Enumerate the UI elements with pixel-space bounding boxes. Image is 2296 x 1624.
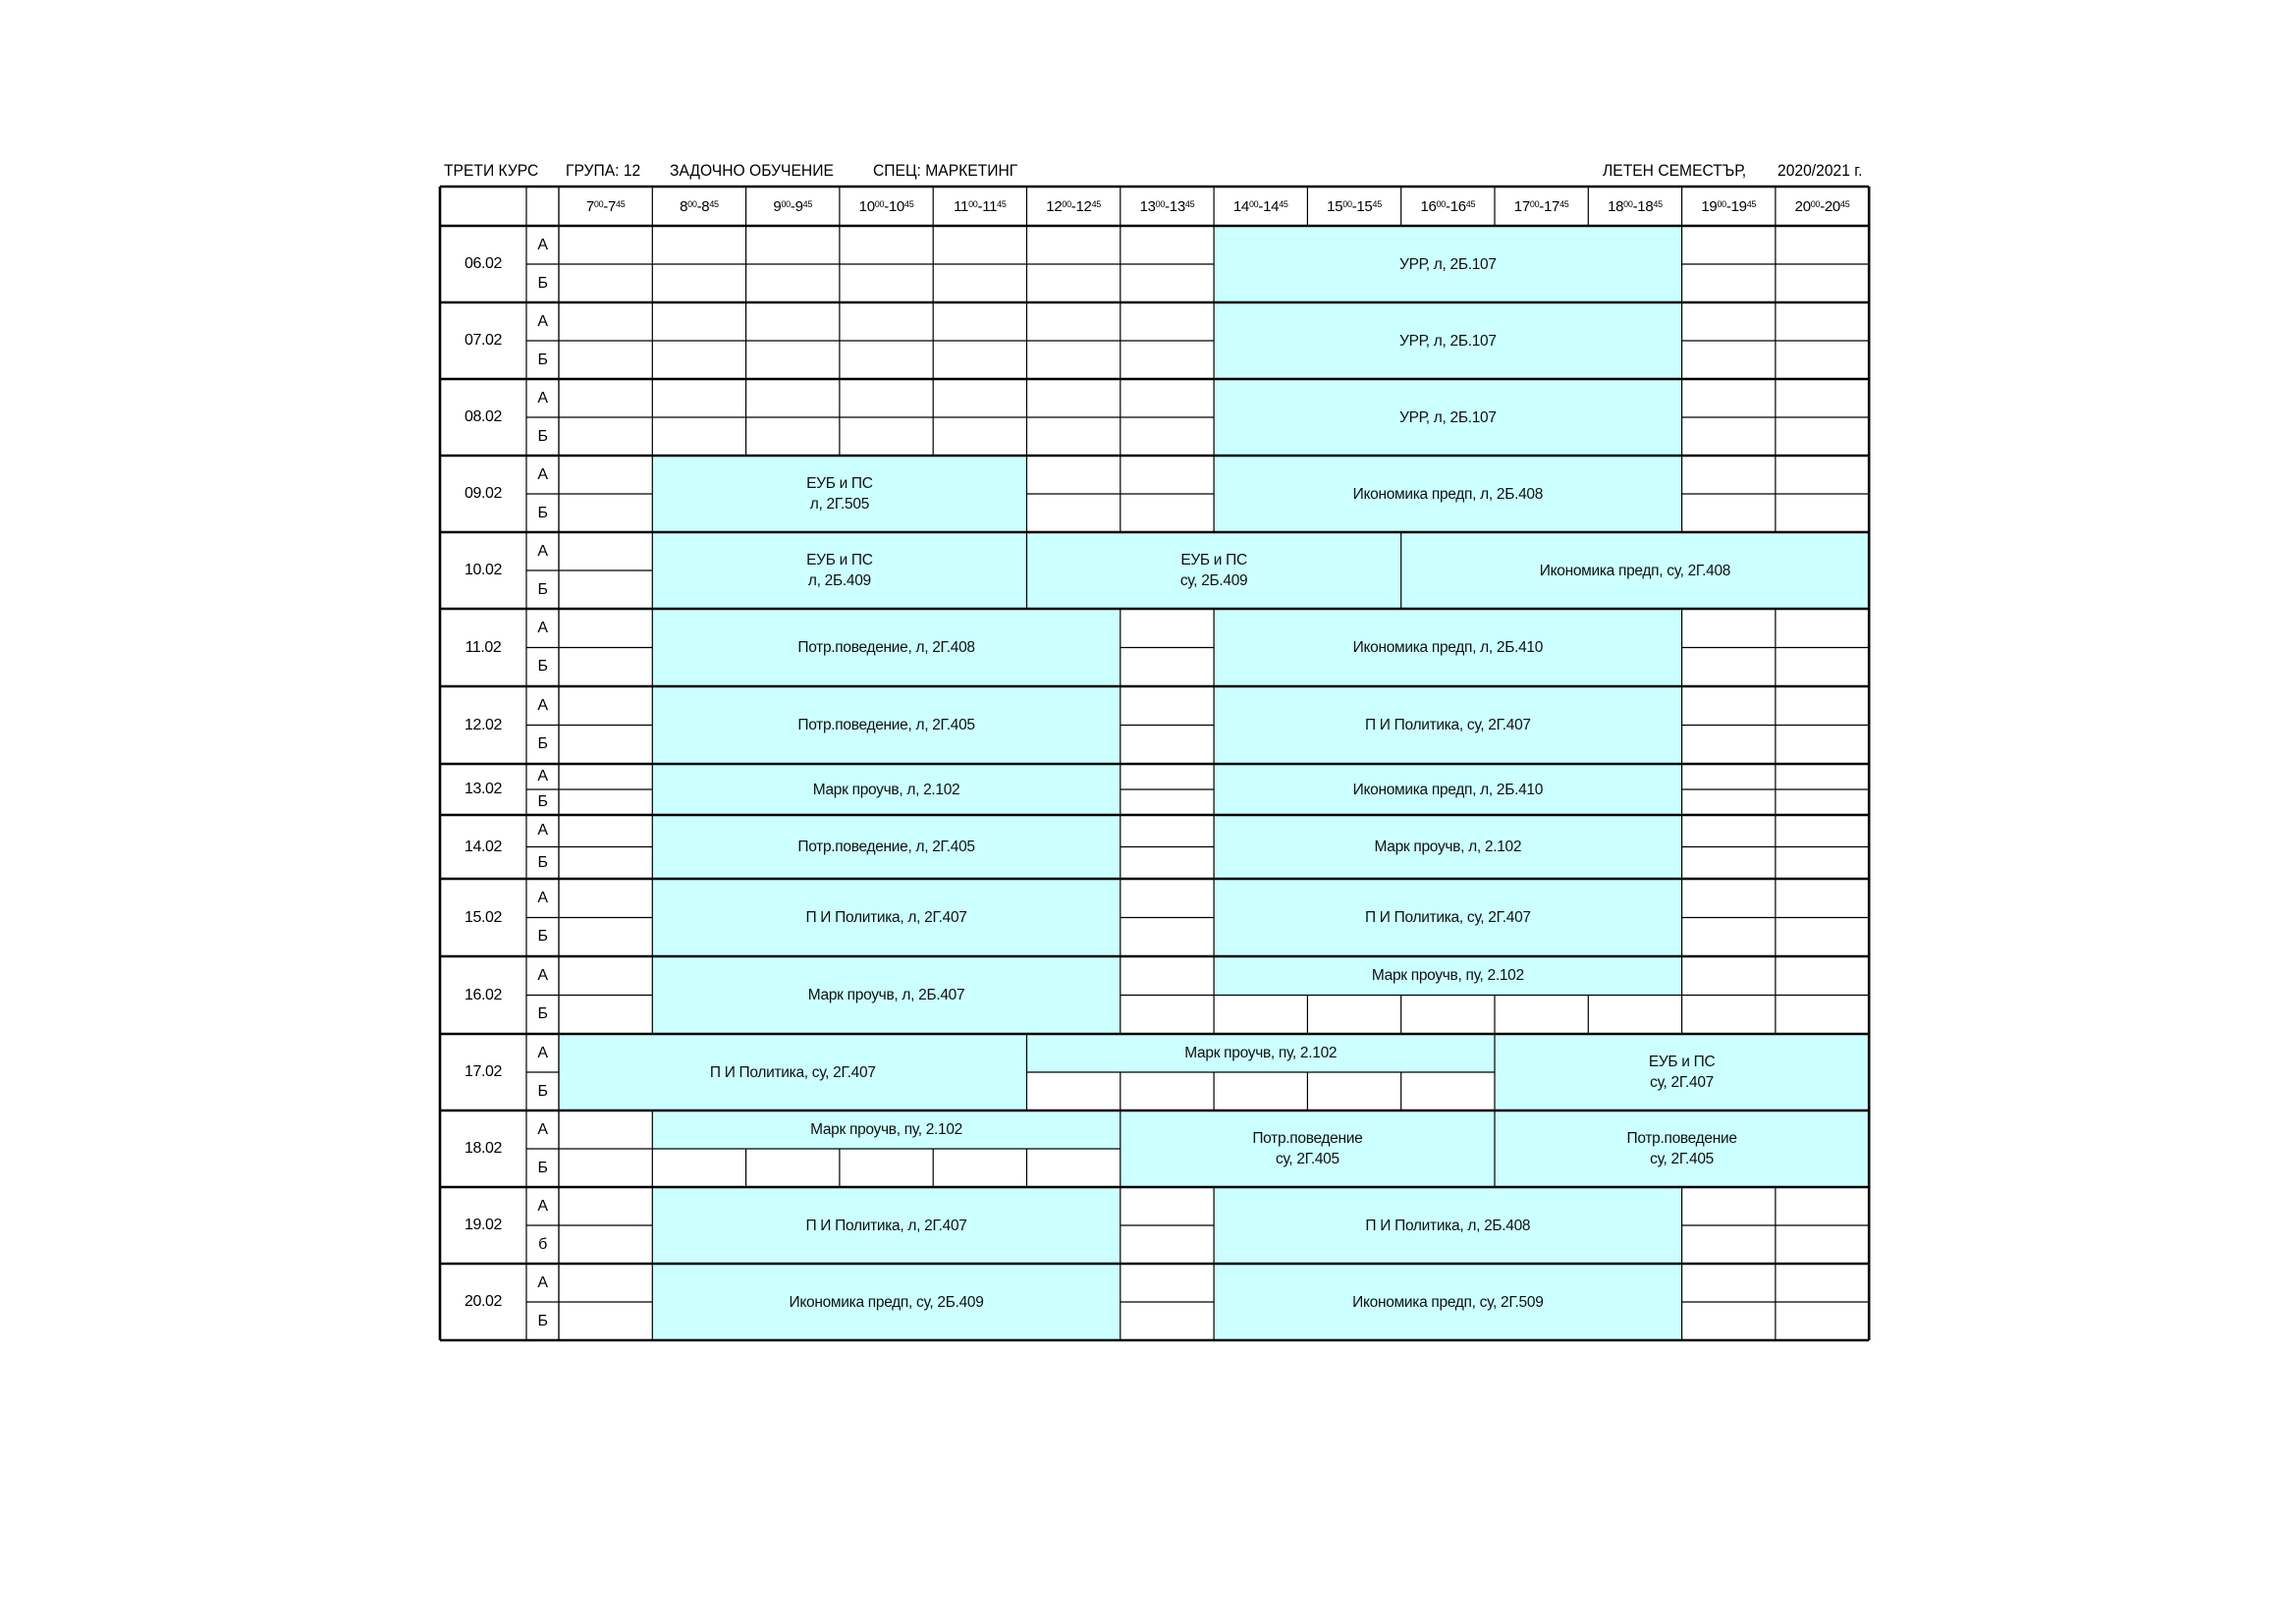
time-minutes: 00 <box>781 199 791 209</box>
class-block <box>652 764 1121 815</box>
time-hour: 11 <box>982 197 998 215</box>
time-hour: 7 <box>585 197 594 215</box>
class-block <box>1121 1110 1495 1187</box>
day-column-header <box>440 187 526 226</box>
time-hour: 15 <box>1327 197 1343 215</box>
subgroup-label: Б <box>537 351 548 368</box>
day-date: 08.02 <box>464 408 503 425</box>
class-text-line: П И Политика, су, 2Г.407 <box>1364 909 1531 926</box>
subgroup-label: Б <box>537 928 548 946</box>
class-block <box>652 609 1121 686</box>
class-block <box>652 456 1026 532</box>
class-block <box>1214 226 1682 302</box>
class-text-line: су, 2Г.405 <box>1275 1151 1339 1167</box>
subgroup-label: А <box>537 619 548 636</box>
time-minutes: 00 <box>1623 199 1633 209</box>
class-text-line: П И Политика, л, 2Г.407 <box>805 1217 967 1234</box>
class-text-line: ЕУБ и ПС <box>806 552 873 568</box>
class-block <box>1027 1034 1496 1072</box>
time-slot-header: 15 $^{00}$ - 15 $^{45}$ <box>1327 197 1382 215</box>
class-block <box>652 686 1121 764</box>
header-spec: СПЕЦ: МАРКЕТИНГ <box>873 161 1018 180</box>
day-date: 15.02 <box>464 908 503 926</box>
class-text-line: Икономика предп, су, 2Г.408 <box>1539 562 1731 579</box>
class-text-line: УРР, л, 2Б.107 <box>1399 408 1497 426</box>
class-text-line: су, 2Б.409 <box>1179 572 1248 589</box>
class-block <box>652 815 1121 879</box>
header-year: 2020/2021 г. <box>1777 161 1863 180</box>
class-block <box>1401 532 1870 609</box>
class-block <box>1214 815 1682 879</box>
class-text-line: Марк проучв, л, 2.102 <box>1374 839 1522 855</box>
time-hour: 18 <box>1608 197 1624 215</box>
day-date: 09.02 <box>464 485 503 502</box>
time-minutes: 45 <box>1746 199 1757 209</box>
class-block <box>1214 456 1682 532</box>
class-text-line: П И Политика, су, 2Г.407 <box>1364 717 1531 733</box>
time-hour: 13 <box>1169 197 1185 215</box>
time-minutes: 00 <box>593 199 604 209</box>
class-text-line: УРР, л, 2Б.107 <box>1399 255 1497 273</box>
time-hour: 9 <box>773 197 782 215</box>
class-block <box>652 532 1026 609</box>
time-minutes: 00 <box>1436 199 1446 209</box>
class-text-line: П И Политика, л, 2Б.408 <box>1365 1217 1531 1234</box>
time-hour: 9 <box>794 197 803 215</box>
subgroup-label: Б <box>537 1082 548 1100</box>
class-text-line: Марк проучв, л, 2.102 <box>812 781 960 798</box>
time-minutes: 00 <box>968 199 978 209</box>
class-block <box>559 1034 1027 1110</box>
day-date: 11.02 <box>465 638 502 656</box>
time-slot-header: 19 $^{00}$ - 19 $^{45}$ <box>1701 197 1757 215</box>
time-slot-header: 20 $^{00}$ - 20 $^{45}$ <box>1794 197 1850 215</box>
subgroup-label: Б <box>537 1159 548 1176</box>
day-date: 06.02 <box>464 255 503 272</box>
time-hour: 15 <box>1356 197 1373 215</box>
subgroup-label: Б <box>537 1005 548 1023</box>
class-block <box>1214 764 1682 815</box>
class-block <box>1214 686 1682 764</box>
time-minutes: 45 <box>997 199 1007 209</box>
class-text-line: Икономика предп, су, 2Б.409 <box>789 1293 984 1311</box>
time-hour: 19 <box>1701 197 1718 215</box>
day-date: 17.02 <box>464 1063 503 1080</box>
time-minutes: 00 <box>1155 199 1166 209</box>
class-block <box>1027 532 1401 609</box>
class-text-line: Потр.поведение <box>1252 1130 1363 1147</box>
subgroup-label: А <box>537 1120 548 1138</box>
schedule-table <box>440 187 1869 1343</box>
class-text-line: Потр.поведение, л, 2Г.405 <box>797 717 975 733</box>
time-hour: 12 <box>1046 197 1063 215</box>
time-slot-header: 12 $^{00}$ - 12 $^{45}$ <box>1046 197 1102 215</box>
class-block <box>1214 1187 1682 1264</box>
time-minutes: 45 <box>1653 199 1663 209</box>
day-date: 13.02 <box>464 781 503 797</box>
subgroup-label: Б <box>537 1312 548 1329</box>
subgroup-label: Б <box>537 580 548 598</box>
class-text-line: су, 2Г.407 <box>1650 1074 1715 1091</box>
subgroup-column-header <box>526 187 559 226</box>
time-minutes: 45 <box>802 199 813 209</box>
class-text-line: Марк проучв, пу, 2.102 <box>810 1121 963 1138</box>
time-hour: 19 <box>1730 197 1747 215</box>
time-minutes: 45 <box>1184 199 1195 209</box>
class-block <box>1495 1034 1869 1110</box>
day-date: 20.02 <box>464 1293 503 1310</box>
time-slot-header: 8 $^{00}$ - 8 $^{45}$ <box>680 197 719 215</box>
class-text-line: ЕУБ и ПС <box>806 475 873 492</box>
time-minutes: 45 <box>616 199 626 209</box>
time-minutes: 45 <box>1465 199 1476 209</box>
time-slot-header: 14 $^{00}$ - 14 $^{45}$ <box>1232 197 1288 215</box>
subgroup-label: А <box>537 966 548 984</box>
header-group: ГРУПА: 12 <box>566 161 641 180</box>
subgroup-label: Б <box>537 658 548 676</box>
day-date: 19.02 <box>464 1217 503 1233</box>
day-date: 07.02 <box>464 332 503 349</box>
class-block <box>652 879 1121 956</box>
time-hour: 18 <box>1637 197 1654 215</box>
time-minutes: 00 <box>874 199 885 209</box>
subgroup-label: Б <box>537 504 548 521</box>
time-minutes: 45 <box>1091 199 1102 209</box>
time-minutes: 00 <box>1529 199 1540 209</box>
class-text-line: П И Политика, су, 2Г.407 <box>709 1063 876 1081</box>
class-text-line: Потр.поведение <box>1626 1130 1737 1147</box>
subgroup-label: А <box>537 1197 548 1215</box>
class-block <box>1214 609 1682 686</box>
time-hour: 16 <box>1449 197 1466 215</box>
subgroup-label: А <box>537 389 548 406</box>
class-block <box>1495 1110 1869 1187</box>
class-block <box>1214 302 1682 379</box>
class-text-line: Марк проучв, л, 2Б.407 <box>807 987 965 1003</box>
subgroup-label: б <box>538 1235 547 1253</box>
time-hour: 8 <box>701 197 710 215</box>
subgroup-label: А <box>537 1044 548 1061</box>
class-block <box>1214 1264 1682 1340</box>
class-text-line: л, 2Г.505 <box>809 496 870 513</box>
class-block <box>1214 379 1682 456</box>
time-minutes: 00 <box>1062 199 1071 209</box>
time-hour: 7 <box>608 197 617 215</box>
class-text-line: ЕУБ и ПС <box>1648 1054 1716 1070</box>
time-hour: 8 <box>680 197 688 215</box>
class-text-line: Икономика предп, л, 2Б.410 <box>1352 781 1544 798</box>
class-text-line: П И Политика, л, 2Г.407 <box>805 909 967 926</box>
subgroup-label: А <box>537 696 548 714</box>
subgroup-label: А <box>537 312 548 330</box>
class-text-line: Марк проучв, пу, 2.102 <box>1371 967 1524 985</box>
class-block <box>1214 956 1682 996</box>
time-minutes: 45 <box>1372 199 1382 209</box>
time-hour: 13 <box>1139 197 1156 215</box>
subgroup-label: А <box>537 465 548 483</box>
subgroup-label: А <box>537 1273 548 1291</box>
time-hour: 10 <box>858 197 875 215</box>
subgroup-label: Б <box>537 427 548 445</box>
class-text-line: Икономика предп, л, 2Б.410 <box>1352 639 1544 656</box>
time-slot-header: 11 $^{00}$ - 11 $^{45}$ <box>954 197 1007 215</box>
class-text-line: Икономика предп, л, 2Б.408 <box>1352 485 1544 503</box>
time-slot-header: 13 $^{00}$ - 13 $^{45}$ <box>1139 197 1195 215</box>
class-text-line: УРР, л, 2Б.107 <box>1399 332 1497 350</box>
class-text-line: Икономика предп, су, 2Г.509 <box>1352 1293 1544 1311</box>
subgroup-label: Б <box>537 274 548 292</box>
time-hour: 11 <box>954 197 969 215</box>
class-block <box>652 1187 1121 1264</box>
subgroup-label: Б <box>537 793 548 810</box>
time-minutes: 45 <box>903 199 914 209</box>
class-block <box>652 1264 1121 1340</box>
class-text-line: л, 2Б.409 <box>807 572 871 589</box>
subgroup-label: А <box>537 768 548 785</box>
time-minutes: 00 <box>1810 199 1821 209</box>
time-minutes: 00 <box>1248 199 1259 209</box>
day-date: 14.02 <box>464 838 503 855</box>
header-semester: ЛЕТЕН СЕМЕСТЪР, <box>1603 161 1747 180</box>
subgroup-label: А <box>537 542 548 560</box>
header-mode: ЗАДОЧНО ОБУЧЕНИЕ <box>670 161 834 180</box>
time-slot-header: 10 $^{00}$ - 10 $^{45}$ <box>858 197 914 215</box>
time-hour: 20 <box>1794 197 1811 215</box>
subgroup-label: Б <box>537 735 548 753</box>
time-hour: 16 <box>1420 197 1437 215</box>
time-hour: 17 <box>1513 197 1530 215</box>
time-hour: 14 <box>1263 197 1280 215</box>
class-block <box>652 1110 1121 1149</box>
subgroup-label: Б <box>537 853 548 871</box>
subgroup-label: А <box>537 822 548 839</box>
time-hour: 20 <box>1824 197 1840 215</box>
time-hour: 10 <box>888 197 904 215</box>
time-minutes: 45 <box>1839 199 1850 209</box>
class-block <box>652 956 1121 1034</box>
subgroup-label: А <box>537 236 548 253</box>
time-slot-header: 9 $^{00}$ - 9 $^{45}$ <box>773 197 813 215</box>
time-minutes: 00 <box>1717 199 1726 209</box>
class-block <box>1214 879 1682 956</box>
class-text-line: Потр.поведение, л, 2Г.405 <box>797 839 975 855</box>
class-text-line: ЕУБ и ПС <box>1180 552 1247 568</box>
day-date: 18.02 <box>464 1140 503 1157</box>
time-minutes: 45 <box>1559 199 1569 209</box>
class-text-line: Потр.поведение, л, 2Г.408 <box>797 639 975 656</box>
header-course: ТРЕТИ КУРС <box>444 161 539 180</box>
day-date: 16.02 <box>464 986 503 1003</box>
class-text-line: Марк проучв, пу, 2.102 <box>1184 1045 1338 1061</box>
time-slot-header: 17 $^{00}$ - 17 $^{45}$ <box>1513 197 1569 215</box>
time-minutes: 00 <box>687 199 697 209</box>
time-hour: 12 <box>1075 197 1092 215</box>
time-hour: 17 <box>1544 197 1560 215</box>
day-date: 12.02 <box>464 716 503 733</box>
time-minutes: 45 <box>709 199 719 209</box>
time-minutes: 45 <box>1279 199 1288 209</box>
class-text-line: су, 2Г.405 <box>1650 1151 1715 1167</box>
time-minutes: 00 <box>1342 199 1352 209</box>
time-slot-header: 16 $^{00}$ - 16 $^{45}$ <box>1420 197 1476 215</box>
time-slot-header: 7 $^{00}$ - 7 $^{45}$ <box>585 197 626 215</box>
day-date: 10.02 <box>464 562 503 578</box>
time-hour: 14 <box>1232 197 1249 215</box>
subgroup-label: А <box>537 889 548 906</box>
time-slot-header: 18 $^{00}$ - 18 $^{45}$ <box>1608 197 1663 215</box>
